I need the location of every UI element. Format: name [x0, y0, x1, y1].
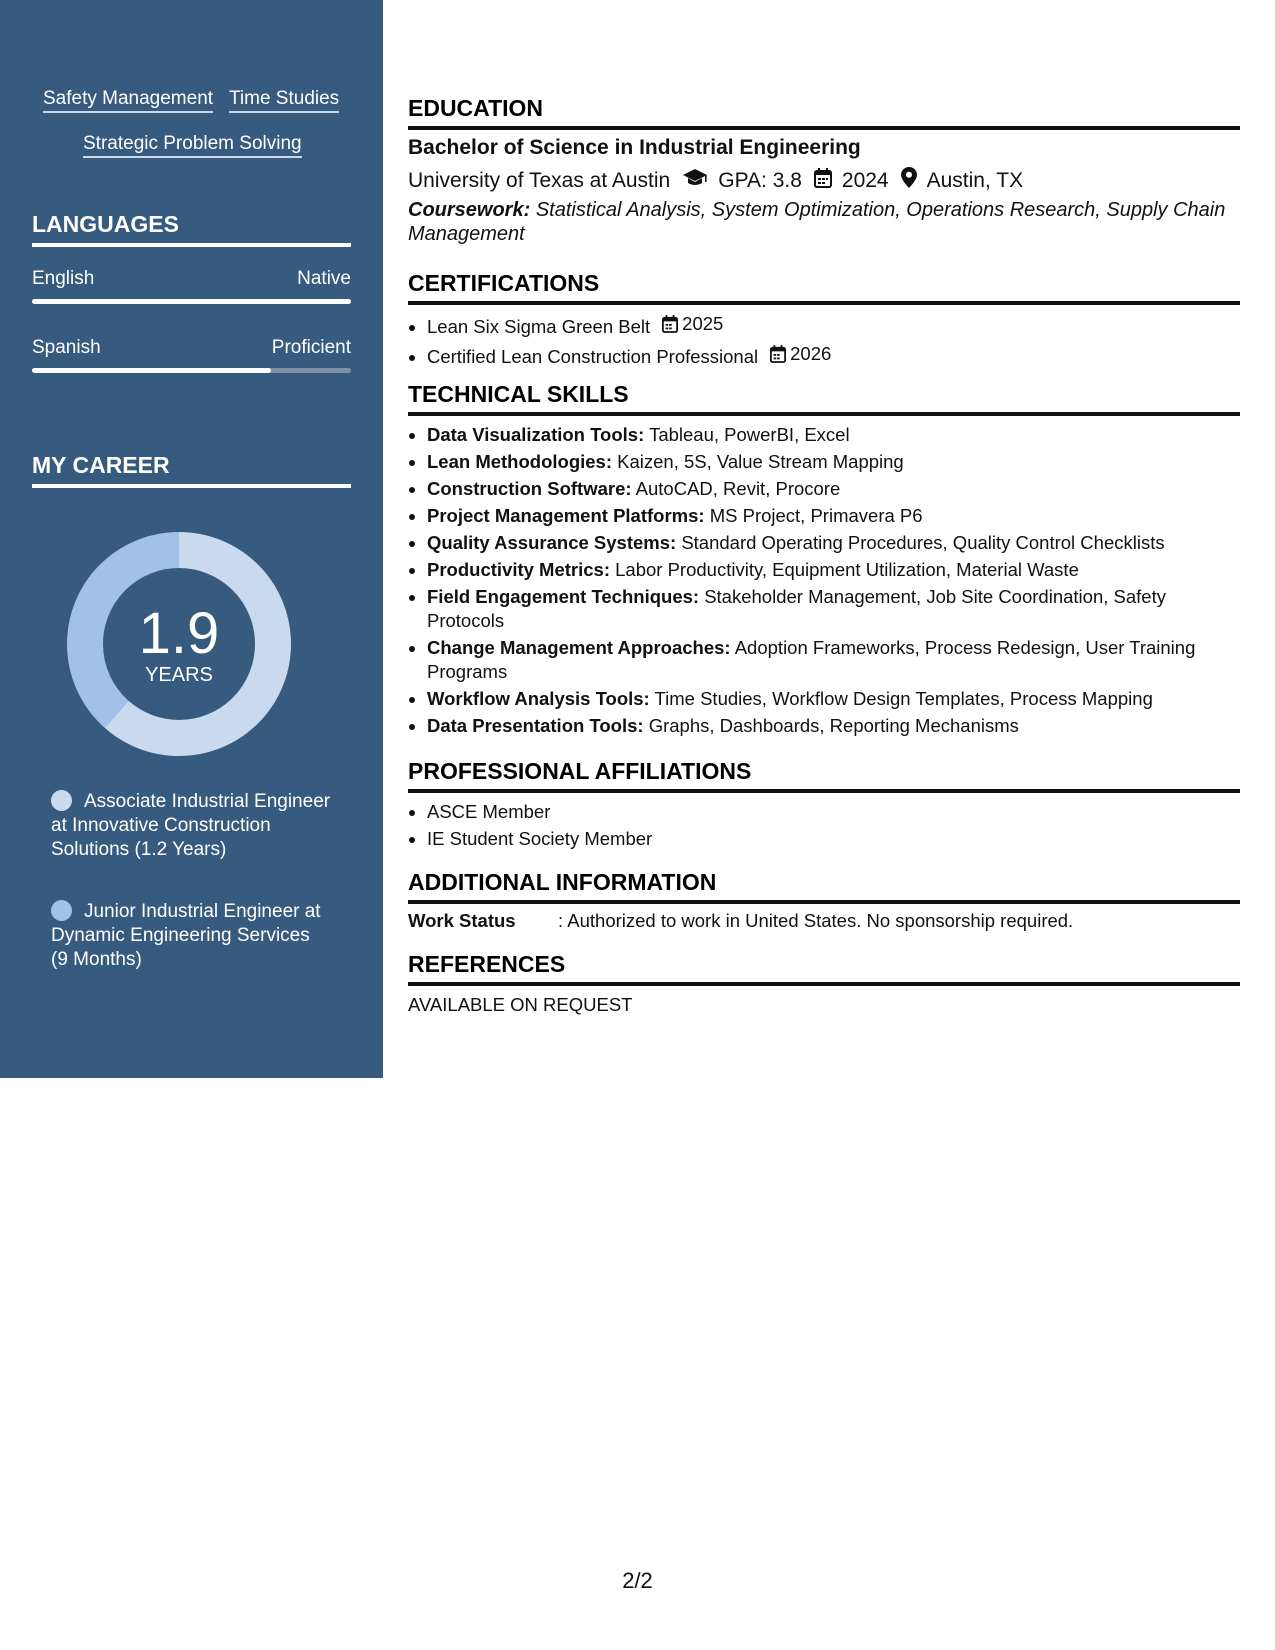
career-heading: MY CAREER [32, 452, 351, 488]
page-number: 2/2 [622, 1568, 653, 1593]
skill-values: Tableau, PowerBI, Excel [649, 424, 850, 445]
skill-category: Project Management Platforms: [427, 505, 705, 526]
legend-dot-icon [51, 900, 72, 921]
school-location: Austin, TX [926, 168, 1024, 192]
skill-category: Data Presentation Tools: [427, 715, 644, 736]
certification-name: Lean Six Sigma Green Belt [427, 316, 651, 337]
skill-values: Graphs, Dashboards, Reporting Mechanisms [648, 715, 1019, 736]
school-name: University of Texas at Austin [408, 168, 671, 192]
language-level: Proficient [271, 337, 351, 358]
skill-item [427, 531, 1239, 555]
skill-values: Adoption Frameworks, Process Redesign, User Training Programs [427, 637, 1196, 682]
calendar-icon [662, 315, 678, 333]
sidebar [0, 0, 383, 1078]
additional-info-heading: ADDITIONAL INFORMATION [408, 869, 1240, 904]
skill-values: Kaizen, 5S, Value Stream Mapping [617, 451, 904, 472]
skill-category: Lean Methodologies: [427, 451, 612, 472]
skill-tag: Strategic Problem Solving [83, 133, 302, 158]
affiliations-list [408, 800, 1239, 854]
legend-dot-icon [51, 790, 72, 811]
career-entry [51, 900, 331, 972]
skill-category: Change Management Approaches: [427, 637, 731, 658]
language-name: English [32, 268, 95, 289]
career-entry [51, 790, 331, 862]
education-details [408, 167, 1023, 194]
location-pin-icon [901, 167, 917, 194]
language-bar [32, 368, 351, 373]
coursework-label: Coursework: [408, 199, 531, 221]
skill-item [427, 477, 1239, 501]
skill-item [427, 450, 1239, 474]
calendar-icon [770, 345, 786, 363]
references-heading: REFERENCES [408, 951, 1240, 986]
career-total-years: 1.9 [138, 601, 220, 666]
skill-item [427, 558, 1239, 582]
affiliation-item: • IE Student Society Member [427, 827, 1239, 851]
skill-values: Time Studies, Workflow Design Templates, Process Mapping [654, 688, 1153, 709]
skill-values: Labor Productivity, Equipment Utilization, Material Waste [615, 559, 1079, 580]
skill-category: Workflow Analysis Tools: [427, 688, 650, 709]
languages-heading: LANGUAGES [32, 211, 351, 247]
skill-item [427, 585, 1239, 633]
skill-item [427, 714, 1239, 738]
education-heading: EDUCATION [408, 95, 1240, 130]
language-bar [32, 299, 351, 304]
technical-skills-list [408, 423, 1239, 741]
work-status-value: : Authorized to work in United States. No sponsorship required. [558, 910, 1074, 931]
certification-item [427, 342, 1239, 369]
skill-values: Standard Operating Procedures, Quality Control Checklists [681, 532, 1165, 553]
skill-category: Quality Assurance Systems: [427, 532, 677, 553]
language-bar-fill [32, 368, 271, 373]
coursework-list: Statistical Analysis, System Optimization, Operations Research, Supply Chain Management [408, 199, 1226, 245]
work-status-label: Work Status [408, 910, 516, 931]
career-total-unit: YEARS [145, 664, 213, 686]
work-status [408, 910, 1073, 932]
language-bar-fill [32, 299, 351, 304]
skill-tag: Safety Management [43, 88, 213, 113]
certification-name: Certified Lean Construction Professional [427, 346, 759, 367]
coursework [408, 198, 1240, 246]
affiliations-heading: PROFESSIONAL AFFILIATIONS [408, 758, 1240, 793]
graduation-year: 2024 [841, 168, 889, 192]
technical-skills-heading: TECHNICAL SKILLS [408, 381, 1240, 416]
language-name: Spanish [32, 337, 101, 358]
skill-category: Field Engagement Techniques: [427, 586, 700, 607]
references-text: AVAILABLE ON REQUEST [408, 994, 633, 1015]
degree-title: Bachelor of Science in Industrial Engineering [408, 136, 861, 159]
skill-values: AutoCAD, Revit, Procore [635, 478, 841, 499]
skill-item [427, 636, 1239, 684]
certification-item [427, 312, 1239, 339]
skill-values: MS Project, Primavera P6 [709, 505, 923, 526]
skill-item [427, 423, 1239, 447]
graduation-cap-icon [682, 168, 708, 194]
skill-category: Data Visualization Tools: [427, 424, 645, 445]
skill-item [427, 687, 1239, 711]
certification-date: 2026 [790, 343, 832, 364]
certifications-heading: CERTIFICATIONS [408, 270, 1240, 305]
language-level: Native [297, 268, 351, 289]
career-entry-label: Junior Industrial Engineer at Dynamic Engineering Services (9 Months) [51, 901, 321, 970]
skill-tag: Time Studies [229, 88, 339, 113]
skill-category: Productivity Metrics: [427, 559, 610, 580]
certification-date: 2025 [682, 313, 724, 334]
skill-values: Stakeholder Management, Job Site Coordination, Safety Protocols [427, 586, 1166, 631]
skill-item [427, 504, 1239, 528]
calendar-icon [814, 168, 832, 194]
affiliation-item: • ASCE Member [427, 800, 1239, 824]
skill-category: Construction Software: [427, 478, 632, 499]
certifications-list [408, 312, 1239, 372]
gpa: GPA: 3.8 [718, 168, 802, 192]
career-entry-label: Associate Industrial Engineer at Innovative Construction Solutions (1.2 Years) [51, 791, 331, 860]
